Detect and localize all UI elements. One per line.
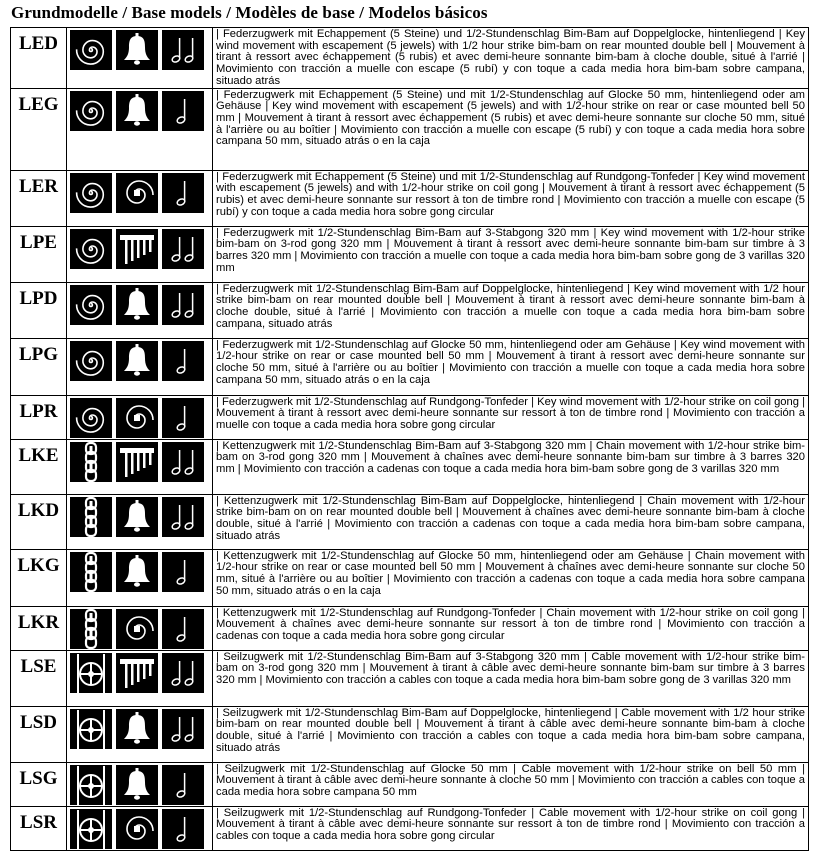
rod-gong-icon: [116, 653, 158, 693]
table-row: [11, 226, 809, 282]
coil-gong-icon: [116, 609, 158, 649]
model-code: LSD: [11, 706, 67, 762]
model-description: | Seilzugwerk mit 1/2-Stundenschlag Bim-Bam auf 3-Stabgong 320 mm | Cable movement with 1/2-hour strike bim-bam on 3-rod gong 320 mm | Mouvement à tirant à câble avec demi-heure sonnante bim-bam sur timbre à 3 barres 320 mm | Movimiento con tracción a cables con toque a cada media hora bim-bam sobre gong de 3 varillas 320 mm: [213, 650, 809, 706]
chain-icon: [70, 552, 112, 592]
table-row: [11, 806, 809, 850]
table-row: [11, 395, 809, 439]
bell-icon: [116, 709, 158, 749]
model-description: | Federzugwerk mit 1/2-Stundenschlag Bim-Bam auf Doppelglocke, hintenliegend | Key wind movement with 1/2 hour strike bim-bam on rear mounted double bell | Mouvement à tirant à ressort avec demi-heure sonnante bim-bam à cloche double, situé à l'arrié | Movimiento con tracción a muelle con toque a cada media hora bim-bam sobre campana, situado atrás: [213, 282, 809, 338]
model-icons: [67, 88, 213, 170]
bell-icon: [116, 30, 158, 70]
model-description: | Kettenzugwerk mit 1/2-Stundenschlag Bim-Bam auf Doppelglocke, hintenliegend | Chain movement with 1/2-hour strike bim-bam on on rear mounted double bell | Mouvement à chaînes avec demi-heure sonnante bim-bam à cloche double, situé à l'arrié | Movimiento con tracción a cadenas con toque a cada media hora bim-bam sobre campana, situado atrás: [213, 494, 809, 549]
model-description: | Seilzugwerk mit 1/2-Stundenschlag auf Glocke 50 mm | Cable movement with 1/2-hour strike on bell 50 mm | Mouvement à tirant à câble avec demi-heure sonnante à cloche 50 mm | Movimiento con tracción a cables con toque a cada media hora sobre campana 50 mm: [213, 762, 809, 806]
rod-gong-icon: [116, 229, 158, 269]
single-note-icon: [162, 809, 204, 849]
table-row: [11, 88, 809, 170]
model-code: LSG: [11, 762, 67, 806]
double-note-icon: [162, 653, 204, 693]
model-description: | Federzugwerk mit Echappement (5 Steine) und mit 1/2-Stundenschlag auf Glocke 50 mm, hintenliegend oder am Gehäuse | Key wind movement with escapement (5 jewels) and with 1/2-hour strike on rear or case mounted bell 50 mm | Mouvement à tirant à ressort avec échappement (5 rubis) et avec demi-heure sonnante sur cloche 50 mm, situé à l'arrière ou au boîtier | Movimiento con tracción a muelle con escape (5 rubí) y con toque a cada media hora sobre campana 50 mm, situado atrás o en la caja: [213, 88, 809, 170]
model-icons: [67, 494, 213, 549]
bell-icon: [116, 91, 158, 131]
cable-pulley-icon: [70, 765, 112, 805]
base-models-table: [10, 27, 809, 851]
model-description: | Seilzugwerk mit 1/2-Stundenschlag Bim-Bam auf Doppelglocke, hintenliegend | Cable movement with 1/2 hour strike bim-bam on rear mounted double bell | Mouvement à tirant à câble avec demi-heure sonnante bim-bam à cloche double, situé à l'arrié | Movimiento con tracción a cables con toque a cada media hora bim-bam sobre campana, situado atrás: [213, 706, 809, 762]
table-row: [11, 762, 809, 806]
model-description: | Kettenzugwerk mit 1/2-Stundenschlag auf Glocke 50 mm, hintenliegend oder am Gehäuse | Chain movement with 1/2-hour strike on rear or case mounted bell 50 mm | Mouvement à chaînes avec demi-heure sonnante sur cloche 50 mm, situé à l'arrière ou au boîtier | Movimiento con tracción a cadenas con toque a cada media hora sobre campana 50 mm, situado atrás o en la caja: [213, 549, 809, 606]
model-description: | Federzugwerk mit 1/2-Stundenschlag Bim-Bam auf 3-Stabgong 320 mm | Key wind movement with 1/2-hour strike bim-bam on 3-rod gong 320 mm | Mouvement à tirant à ressort avec demi-heure sonnante bim-bam sur timbre à 3 barres 320 mm | Movimiento con tracción a muelle con toque a cada media hora bim-bam sobre gong de 3 varillas 320 mm: [213, 226, 809, 282]
spiral-spring-icon: [70, 398, 112, 438]
model-icons: [67, 706, 213, 762]
model-icons: [67, 226, 213, 282]
model-code: LED: [11, 28, 67, 89]
spiral-spring-icon: [70, 229, 112, 269]
table-row: [11, 338, 809, 395]
model-icons: [67, 338, 213, 395]
single-note-icon: [162, 398, 204, 438]
chain-icon: [70, 497, 112, 537]
model-icons: [67, 762, 213, 806]
double-note-icon: [162, 497, 204, 537]
table-row: [11, 606, 809, 650]
double-note-icon: [162, 30, 204, 70]
table-row: [11, 282, 809, 338]
model-code: LKD: [11, 494, 67, 549]
spiral-spring-icon: [70, 30, 112, 70]
table-row: [11, 549, 809, 606]
cable-pulley-icon: [70, 653, 112, 693]
table-row: [11, 170, 809, 226]
table-row: [11, 706, 809, 762]
bell-icon: [116, 285, 158, 325]
bell-icon: [116, 765, 158, 805]
cable-pulley-icon: [70, 709, 112, 749]
model-icons: [67, 806, 213, 850]
model-code: LER: [11, 170, 67, 226]
model-icons: [67, 650, 213, 706]
cable-pulley-icon: [70, 809, 112, 849]
model-code: LPR: [11, 395, 67, 439]
model-code: LPG: [11, 338, 67, 395]
double-note-icon: [162, 229, 204, 269]
table-row: [11, 28, 809, 89]
single-note-icon: [162, 552, 204, 592]
single-note-icon: [162, 765, 204, 805]
single-note-icon: [162, 91, 204, 131]
model-icons: [67, 28, 213, 89]
model-icons: [67, 395, 213, 439]
bell-icon: [116, 552, 158, 592]
model-code: LPD: [11, 282, 67, 338]
double-note-icon: [162, 285, 204, 325]
model-code: LEG: [11, 88, 67, 170]
model-description: | Federzugwerk mit Echappement (5 Steine) und 1/2-Stundenschlag Bim-Bam auf Doppelglocke, hintenliegend | Key wind movement with escapement (5 jewels) with 1/2 hour strike bim-bam on rear mounted double bell | Mouvement à tirant à ressort avec échappement (5 rubis) et avec demi-heure sonnante bim-bam à cloche double, situé à l'arrié | Movimiento con tracción a muelle con escape (5 rubí) y con toque a cada media hora bim-bam sobre campana, situado atrás: [213, 28, 809, 89]
model-icons: [67, 170, 213, 226]
rod-gong-icon: [116, 442, 158, 482]
spiral-spring-icon: [70, 173, 112, 213]
double-note-icon: [162, 709, 204, 749]
double-note-icon: [162, 442, 204, 482]
chain-icon: [70, 609, 112, 649]
model-description: | Federzugwerk mit Echappement (5 Steine) und mit 1/2-Stundenschlag auf Rundgong-Tonfeder | Key wind movement with escapement (5 jewels) and with 1/2-hour strike on coil gong | Mouvement à tirant à ressort avec échappement (5 rubis) et avec demi-heure sonnante sur ressort à ton de timbre rond | Movimiento con tracción a muelle con escape (5 rubí) y con toque a cada media hora sobre gong circular: [213, 170, 809, 226]
model-description: | Federzugwerk mit 1/2-Stundenschlag auf Glocke 50 mm, hintenliegend oder am Gehäuse | Key wind movement with 1/2-hour strike on rear or case mounted bell 50 mm | Mouvement à tirant à ressort avec demi-heure sonnante sur cloche 50 mm, situé à l'arrière ou au boîtier | Movimiento con tracción a muelle con toque a cada media hora sobre campana 50 mm, situado atrás o en la caja: [213, 338, 809, 395]
spiral-spring-icon: [70, 341, 112, 381]
model-code: LKG: [11, 549, 67, 606]
model-code: LPE: [11, 226, 67, 282]
model-icons: [67, 282, 213, 338]
model-description: | Federzugwerk mit 1/2-Stundenschlag auf Rundgong-Tonfeder | Key wind movement with 1/2-hour strike on coil gong | Mouvement à tirant à ressort avec demi-heure sonnante sur ressort à ton de timbre rond | Movimiento con tracción a muelle con toque a cada media hora sobre gong circular: [213, 395, 809, 439]
table-row: [11, 650, 809, 706]
chain-icon: [70, 442, 112, 482]
spiral-spring-icon: [70, 91, 112, 131]
bell-icon: [116, 497, 158, 537]
table-body: [11, 28, 809, 851]
single-note-icon: [162, 173, 204, 213]
coil-gong-icon: [116, 173, 158, 213]
model-icons: [67, 439, 213, 494]
model-description: | Kettenzugwerk mit 1/2-Stundenschlag auf Rundgong-Tonfeder | Chain movement with 1/2-hour strike on coil gong | Mouvement à chaînes avec demi-heure sonnante sur ressort à ton de timbre rond | Movimiento con tracción a cadenas con toque a cada media hora sobre gong circular: [213, 606, 809, 650]
single-note-icon: [162, 341, 204, 381]
model-code: LKE: [11, 439, 67, 494]
spiral-spring-icon: [70, 285, 112, 325]
coil-gong-icon: [116, 398, 158, 438]
model-description: | Kettenzugwerk mit 1/2-Stundenschlag Bim-Bam auf 3-Stabgong 320 mm | Chain movement with 1/2-hour strike bim-bam on 3-rod gong 320 mm | Mouvement à chaînes avec demi-heure sonnante bim-bam sur timbre à 3 barres 320 mm | Movimiento con tracción a cadenas con toque a cada media hora bim-bam sobre gong de 3 varillas 320 mm: [213, 439, 809, 494]
table-row: [11, 494, 809, 549]
model-description: | Seilzugwerk mit 1/2-Stundenschlag auf Rundgong-Tonfeder | Cable movement with 1/2-hour strike on coil gong | Mouvement à tirant à câble avec demi-heure sonnante sur ressort à ton de timbre rond | Movimiento con tracción a cables con toque a cada media hora sobre gong circular: [213, 806, 809, 850]
model-icons: [67, 549, 213, 606]
model-code: LSR: [11, 806, 67, 850]
coil-gong-icon: [116, 809, 158, 849]
model-code: LKR: [11, 606, 67, 650]
bell-icon: [116, 341, 158, 381]
single-note-icon: [162, 609, 204, 649]
model-icons: [67, 606, 213, 650]
page-title: Grundmodelle / Base models / Modèles de base / Modelos básicos: [11, 3, 488, 22]
model-code: LSE: [11, 650, 67, 706]
table-row: [11, 439, 809, 494]
